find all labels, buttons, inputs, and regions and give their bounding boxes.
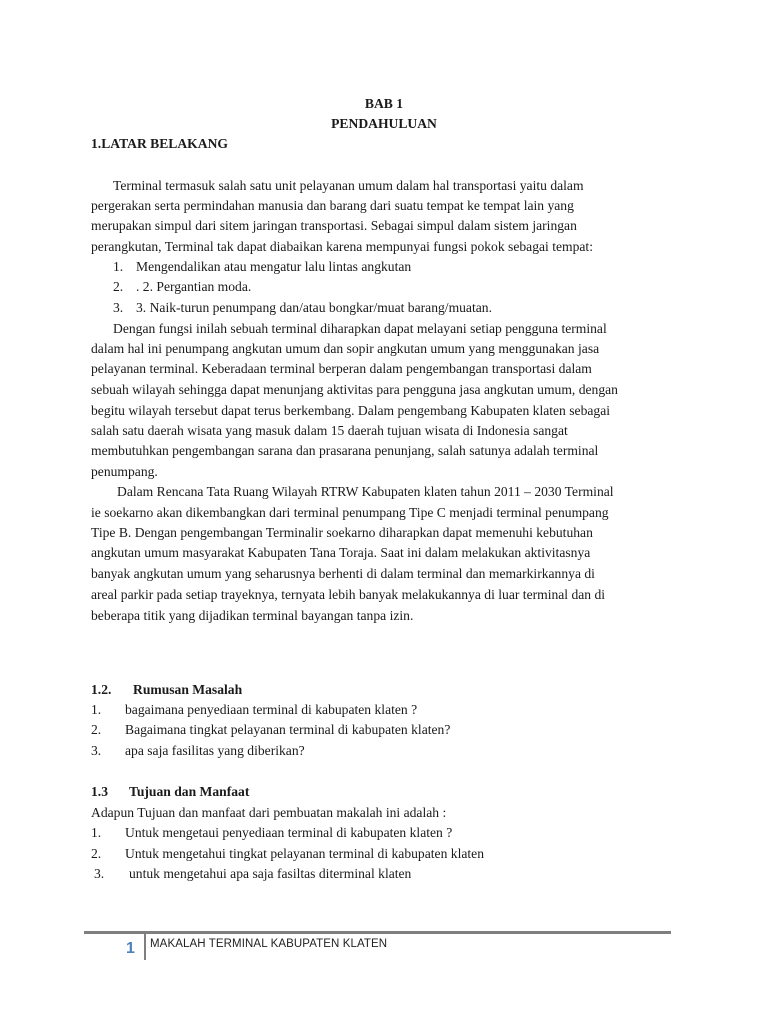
paragraph-line: Tipe B. Dengan pengembangan Terminalir soekarno diharapkan dapat memenuhi kebutuhan xyxy=(91,525,593,540)
list-item-text: Mengendalikan atau mengatur lalu lintas angkutan xyxy=(136,259,412,274)
section-heading-tujuan-manfaat: Tujuan dan Manfaat xyxy=(129,784,250,799)
paragraph-line: merupakan simpul dari sitem jaringan transportasi. Sebagai simpul dalam sistem jaringan xyxy=(91,218,577,233)
section-heading-rumusan-masalah: Rumusan Masalah xyxy=(133,682,243,697)
list-item-text: apa saja fasilitas yang diberikan? xyxy=(125,743,305,758)
list-item-number: 1. xyxy=(91,825,102,840)
list-item-number: 2. xyxy=(113,279,124,294)
list-item-number: 2. xyxy=(91,846,102,861)
paragraph-line: banyak angkutan umum yang seharusnya berhenti di dalam terminal dan memarkirkannya di xyxy=(91,566,595,581)
paragraph-line: Dengan fungsi inilah sebuah terminal diharapkan dapat melayani setiap pengguna terminal xyxy=(113,321,607,336)
section-heading-latar-belakang: 1.LATAR BELAKANG xyxy=(91,136,228,151)
list-item-text: 3. Naik-turun penumpang dan/atau bongkar/muat barang/muatan. xyxy=(136,300,492,315)
list-item-text: Untuk mengetahui tingkat pelayanan terminal di kabupaten klaten xyxy=(125,846,484,861)
paragraph-line: ie soekarno akan dikembangkan dari terminal penumpang Tipe C menjadi terminal penumpang xyxy=(91,505,609,520)
list-item-text: untuk mengetahui apa saja fasiltas diterminal klaten xyxy=(129,866,412,881)
footer-rule xyxy=(84,931,671,934)
section-number: 1.3 xyxy=(91,784,108,799)
list-item-text: Bagaimana tingkat pelayanan terminal di kabupaten klaten? xyxy=(125,722,451,737)
list-item-number: 3. xyxy=(94,866,105,881)
list-item-number: 1. xyxy=(91,702,102,717)
paragraph-line: pelayanan terminal. Keberadaan terminal berperan dalam pengembangan transportasi dalam xyxy=(91,361,592,376)
paragraph-line: Dalam Rencana Tata Ruang Wilayah RTRW Kabupaten klaten tahun 2011 – 2030 Terminal xyxy=(117,484,614,499)
paragraph-line: angkutan umum masyarakat Kabupaten Tana Toraja. Saat ini dalam melakukan aktivitasnya xyxy=(91,545,591,560)
section-number: 1.2. xyxy=(91,682,112,697)
paragraph-line: perangkutan, Terminal tak dapat diabaikan karena mempunyai fungsi pokok sebagai tempat: xyxy=(91,239,593,254)
paragraph-line: Terminal termasuk salah satu unit pelayanan umum dalam hal transportasi yaitu dalam xyxy=(113,178,584,193)
list-item-text: Untuk mengetaui penyediaan terminal di kabupaten klaten ? xyxy=(125,825,453,840)
paragraph-line: sebuah wilayah sehingga dapat menunjang aktivitas para pengguna jasa angkutan umum, dengan xyxy=(91,382,618,397)
list-item-number: 2. xyxy=(91,722,102,737)
chapter-label: BAB 1 xyxy=(364,96,404,111)
list-item-number: 3. xyxy=(113,300,124,315)
list-item-number: 3. xyxy=(91,743,102,758)
paragraph-line: membutuhkan pengembangan sarana dan prasarana penunjang, salah satunya adalah terminal xyxy=(91,443,599,458)
paragraph-line: begitu wilayah tersebut dapat terus berkembang. Dalam pengembang Kabupaten klaten sebagai xyxy=(91,403,611,418)
list-item-text: bagaimana penyediaan terminal di kabupaten klaten ? xyxy=(125,702,418,717)
list-item-number: 1. xyxy=(113,259,124,274)
section-intro: Adapun Tujuan dan manfaat dari pembuatan makalah ini adalah : xyxy=(91,805,447,820)
paragraph-line: areal parkir pada setiap trayeknya, ternyata lebih banyak melakukannya di luar terminal dan di xyxy=(91,587,606,602)
paragraph-line: beberapa titik yang dijadikan terminal bayangan tanpa izin. xyxy=(91,608,414,623)
paragraph-line: pergerakan serta permindahan manusia dan barang dari suatu tempat ke tempat lain yang xyxy=(91,198,574,213)
footer-divider xyxy=(144,934,146,960)
chapter-title: PENDAHULUAN xyxy=(331,116,437,131)
footer-title: MAKALAH TERMINAL KABUPATEN KLATEN xyxy=(150,938,388,950)
paragraph-line: penumpang. xyxy=(91,464,158,479)
list-item-text: . 2. Pergantian moda. xyxy=(136,279,252,294)
paragraph-line: salah satu daerah wisata yang masuk dalam 15 daerah tujuan wisata di Indonesia sangat xyxy=(91,423,568,438)
page-number: 1 xyxy=(126,940,135,957)
paragraph-line: dalam hal ini penumpang angkutan umum dan sopir angkutan umum yang menggunakan jasa xyxy=(91,341,600,356)
